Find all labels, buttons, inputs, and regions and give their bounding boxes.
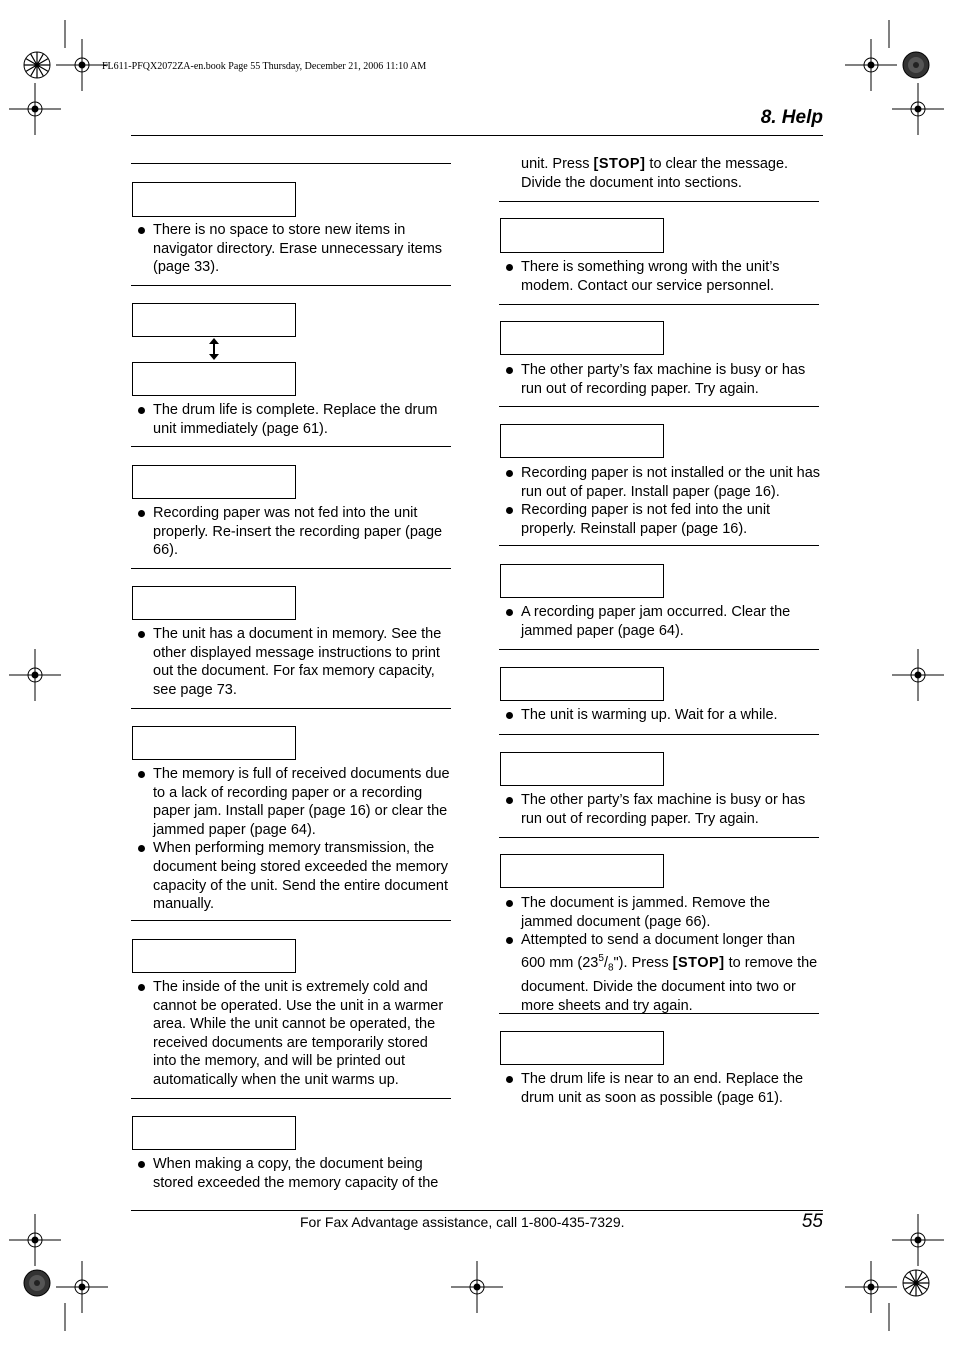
dark-target-icon <box>903 52 929 78</box>
page-number: 55 <box>801 1211 823 1232</box>
display-message-box <box>132 1116 296 1150</box>
list-item: The other party’s fax machine is busy or has run out of recording paper. Try again. <box>499 791 821 828</box>
display-message-box <box>132 726 296 760</box>
crosshair-icon <box>892 83 944 135</box>
list-item: There is no space to store new items in navigator directory. Erase unnecessary items (page 33). <box>131 221 453 277</box>
display-message-box <box>132 303 296 337</box>
list-item: The drum life is complete. Replace the drum unit immediately (page 61). <box>131 401 453 438</box>
divider <box>131 920 451 921</box>
list-item: Recording paper is not installed or the unit has run out of paper. Install paper (page 16). <box>499 464 821 501</box>
display-message-box <box>500 667 664 701</box>
list-item: When making a copy, the document being stored exceeded the memory capacity of the <box>131 1155 453 1192</box>
crosshair-icon <box>892 649 944 701</box>
dark-target-icon <box>24 1270 50 1296</box>
crosshair-icon <box>9 1214 61 1266</box>
double-arrow-icon <box>207 338 221 360</box>
header-rule <box>131 135 823 136</box>
star-target-icon <box>903 1270 929 1296</box>
crosshair-icon <box>9 83 61 135</box>
display-message-box <box>500 1031 664 1065</box>
divider <box>499 201 819 202</box>
display-message-box <box>132 465 296 499</box>
bullet-list <box>499 706 821 725</box>
list-item: The inside of the unit is extremely cold and cannot be operated. Use the unit in a warmer area. While the unit cannot be operated, the received documents are temporarily stored into the memory, and will be printed out automatically when the unit warms up. <box>131 978 453 1090</box>
bullet-list <box>499 603 821 640</box>
divider <box>499 304 819 305</box>
crosshair-icon <box>892 1214 944 1266</box>
divider <box>131 1098 451 1099</box>
print-info: FL611-PFQX2072ZA-en.book Page 55 Thursday, December 21, 2006 11:10 AM <box>102 61 427 72</box>
crosshair-icon <box>56 39 108 91</box>
divider <box>499 837 819 838</box>
list-item: When performing memory transmission, the document being stored exceeded the memory capacity of the unit. Send the entire document manually. <box>131 839 453 913</box>
display-message-box <box>500 752 664 786</box>
display-message-box <box>500 424 664 458</box>
list-item: The drum life is near to an end. Replace the drum unit as soon as possible (page 61). <box>499 1070 821 1107</box>
stop-key-label: [STOP] <box>672 954 725 971</box>
bullet-list <box>499 1070 821 1107</box>
list-item: Recording paper is not fed into the unit properly. Reinstall paper (page 16). <box>499 501 821 538</box>
divider <box>499 545 819 546</box>
display-message-box <box>500 321 664 355</box>
list-item: Attempted to send a document longer than 600 mm $(23^5/_8")$. Press [STOP] to remove the document. Divide the document into two or more sheets and try again. <box>499 931 821 1015</box>
list-item: A recording paper jam occurred. Clear the jammed paper (page 64). <box>499 603 821 640</box>
divider <box>131 163 451 164</box>
display-message-box <box>500 854 664 888</box>
bullet-list <box>131 765 453 914</box>
bullet-list <box>131 1155 453 1192</box>
divider <box>499 649 819 650</box>
list-item: Recording paper was not fed into the unit properly. Re-insert the recording paper (page 66). <box>131 504 453 560</box>
divider <box>499 734 819 735</box>
bullet-list <box>499 791 821 828</box>
divider <box>131 568 451 569</box>
divider <box>131 446 451 447</box>
display-message-box <box>500 564 664 598</box>
bullet-list <box>131 401 453 438</box>
bullet-list <box>131 504 453 560</box>
crosshair-icon <box>9 649 61 701</box>
display-message-box <box>500 218 664 253</box>
bullet-list <box>499 361 821 398</box>
footer-assistance: For Fax Advantage assistance, call 1-800-435-7329. <box>300 1214 625 1230</box>
bullet-list <box>131 978 453 1090</box>
divider <box>499 1013 819 1014</box>
divider <box>131 285 451 286</box>
list-item: The unit has a document in memory. See the other displayed message instructions to print out the document. For fax memory capacity, see page 73. <box>131 625 453 699</box>
divider <box>131 708 451 709</box>
list-item: The document is jammed. Remove the jammed document (page 66). <box>499 894 821 931</box>
display-message-box <box>132 362 296 396</box>
display-message-box <box>132 182 296 217</box>
section-title: 8. Help <box>760 107 823 128</box>
footer-rule <box>131 1210 823 1211</box>
display-message-box <box>132 939 296 973</box>
continued-text: unit. Press [STOP] to clear the message. Divide the document into sections. <box>521 156 789 191</box>
bullet-list <box>131 221 453 277</box>
stop-key-label: [STOP] <box>593 156 646 172</box>
divider <box>499 406 819 407</box>
bullet-list <box>499 464 821 538</box>
list-item: There is something wrong with the unit’s modem. Contact our service personnel. <box>499 258 821 295</box>
display-message-box <box>132 586 296 620</box>
bullet-list <box>499 258 821 295</box>
crosshair-icon <box>451 1261 503 1313</box>
bullet-list <box>131 625 453 699</box>
crosshair-icon <box>56 1261 108 1313</box>
list-item: The unit is warming up. Wait for a while. <box>499 706 821 725</box>
list-item: The memory is full of received documents due to a lack of recording paper or a recording paper jam. Install paper (page 16) or clear the jammed paper (page 64). <box>131 765 453 839</box>
star-target-icon <box>24 52 50 78</box>
list-item: The other party’s fax machine is busy or has run out of recording paper. Try again. <box>499 361 821 398</box>
bullet-list <box>499 894 821 1015</box>
